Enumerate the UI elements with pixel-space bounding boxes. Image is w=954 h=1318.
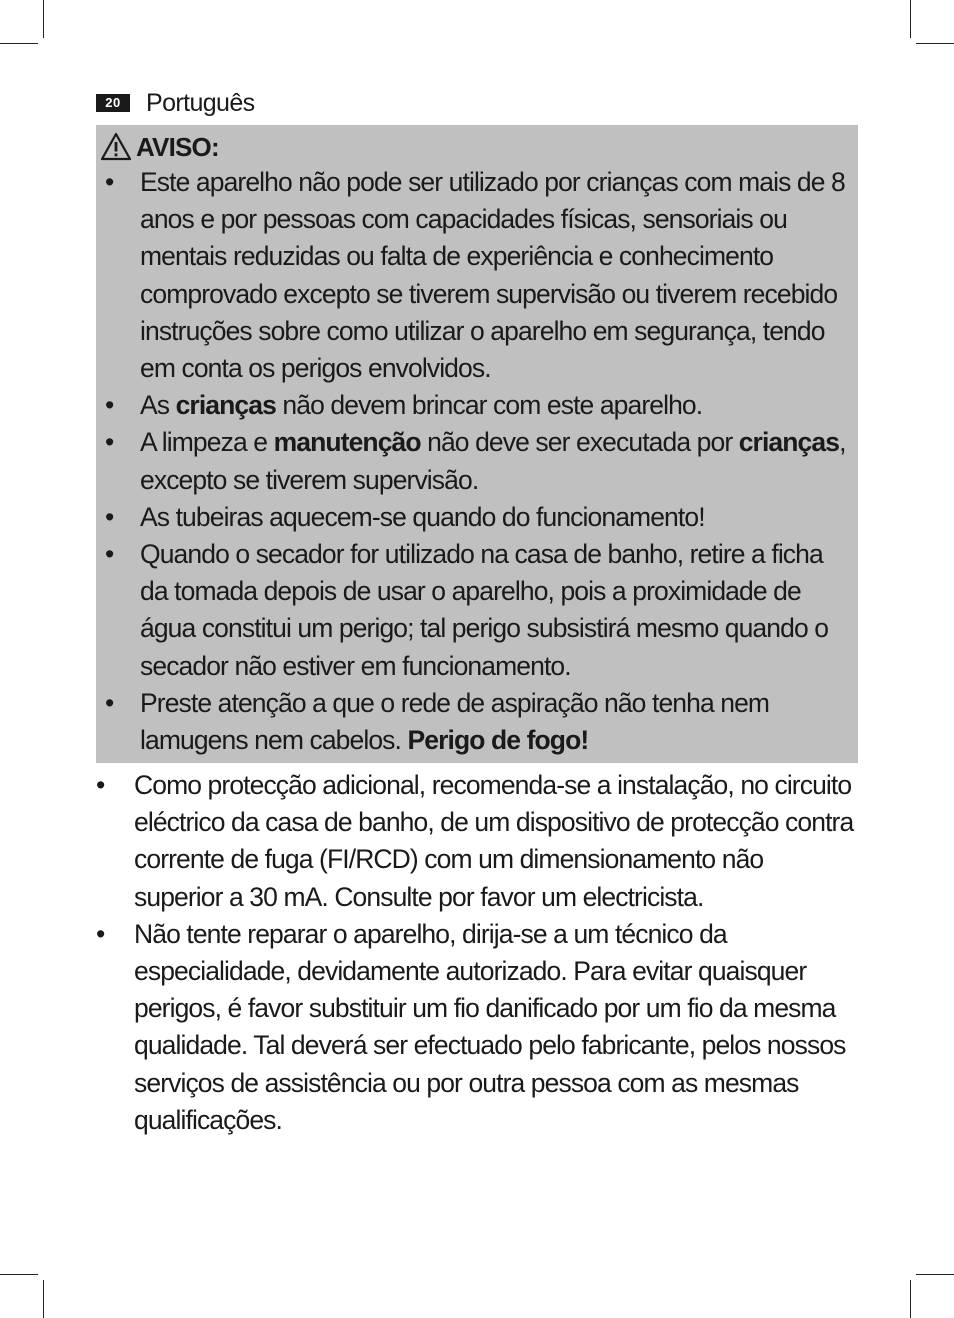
bullet-icon: •	[105, 501, 114, 532]
item-text: Não tente reparar o aparelho, dirija-se a um técnico da especialidade, devidamente autorizado. Para evitar quaisquer perigos, é favor substituir um fio danificado por um fio da mesma qualidade. Tal deverá ser efectuado pelo fabricante, pelos nossos serviços de assistência ou por outra pessoa com as mesmas qualificações.	[134, 918, 846, 1135]
list-item	[96, 916, 858, 1139]
item-text: Preste atenção a que o rede de aspiração não tenha nem lamugens nem cabelos.	[140, 687, 770, 756]
list-item	[96, 387, 858, 424]
warning-box	[96, 125, 858, 763]
item-text: não devem brincar com este aparelho.	[275, 390, 703, 421]
bullet-icon: •	[96, 918, 105, 949]
item-text: As	[140, 390, 176, 421]
main-list	[96, 767, 858, 1139]
language-label: Português	[146, 88, 255, 117]
warning-title	[96, 130, 858, 164]
emphasis-text: Perigo de fogo!	[407, 725, 589, 756]
crop-mark	[910, 1280, 911, 1318]
item-text: As tubeiras aquecem-se quando do funcionamento!	[140, 501, 705, 532]
bullet-icon: •	[105, 390, 114, 421]
item-text: Este aparelho não pode ser utilizado por crianças com mais de 8 anos e por pessoas com capacidades físicas, sensoriais ou mentais reduzidas ou falta de experiência e conhecimento comprovado excepto se tiverem supervisão ou tiverem recebido instruções sobre como utilizar o aparelho em segurança, tendo em conta os perigos envolvidos.	[140, 167, 845, 384]
bullet-icon: •	[105, 167, 114, 197]
page-header	[96, 88, 255, 118]
list-item	[96, 536, 858, 685]
emphasis-text: crianças	[738, 427, 840, 458]
item-text: Como protecção adicional, recomenda-se a instalação, no circuito eléctrico da casa de banho, de um dispositivo de protecção contra corrente de fuga (FI/RCD) com um dimensionamento não superior a 30 mA. Consulte por favor um electricista.	[134, 770, 854, 912]
crop-mark	[916, 1274, 954, 1275]
crop-mark	[43, 0, 44, 38]
warning-triangle-icon	[100, 132, 132, 162]
crop-mark	[43, 1280, 44, 1318]
item-text: , excepto se tiverem supervisão.	[140, 427, 846, 495]
bullet-icon: •	[105, 539, 114, 570]
item-text: A limpeza e	[140, 427, 274, 458]
crop-mark	[916, 43, 954, 44]
emphasis-text: manutenção	[273, 427, 421, 458]
warning-title-text: AVISO:	[136, 131, 219, 162]
bullet-list	[96, 767, 858, 1139]
emphasis-text: crianças	[175, 390, 276, 421]
crop-mark	[0, 1274, 38, 1275]
crop-mark	[910, 0, 911, 38]
list-item	[96, 424, 858, 498]
page-number: 20	[96, 94, 130, 112]
list-item	[96, 685, 858, 759]
bullet-icon: •	[105, 427, 114, 458]
list-item	[96, 767, 858, 916]
item-text: não deve ser executada por	[420, 427, 739, 458]
warning-list	[96, 164, 858, 759]
list-item	[96, 499, 858, 536]
item-text: Quando o secador for utilizado na casa de banho, retire a ficha da tomada depois de usar o aparelho, pois a proximidade de água constitui um perigo; tal perigo subsistirá mesmo quando o secador não estiver em funcionamento.	[140, 539, 829, 681]
bullet-icon: •	[96, 770, 105, 800]
bullet-icon: •	[105, 687, 114, 718]
list-item	[96, 164, 858, 387]
crop-mark	[0, 43, 38, 44]
